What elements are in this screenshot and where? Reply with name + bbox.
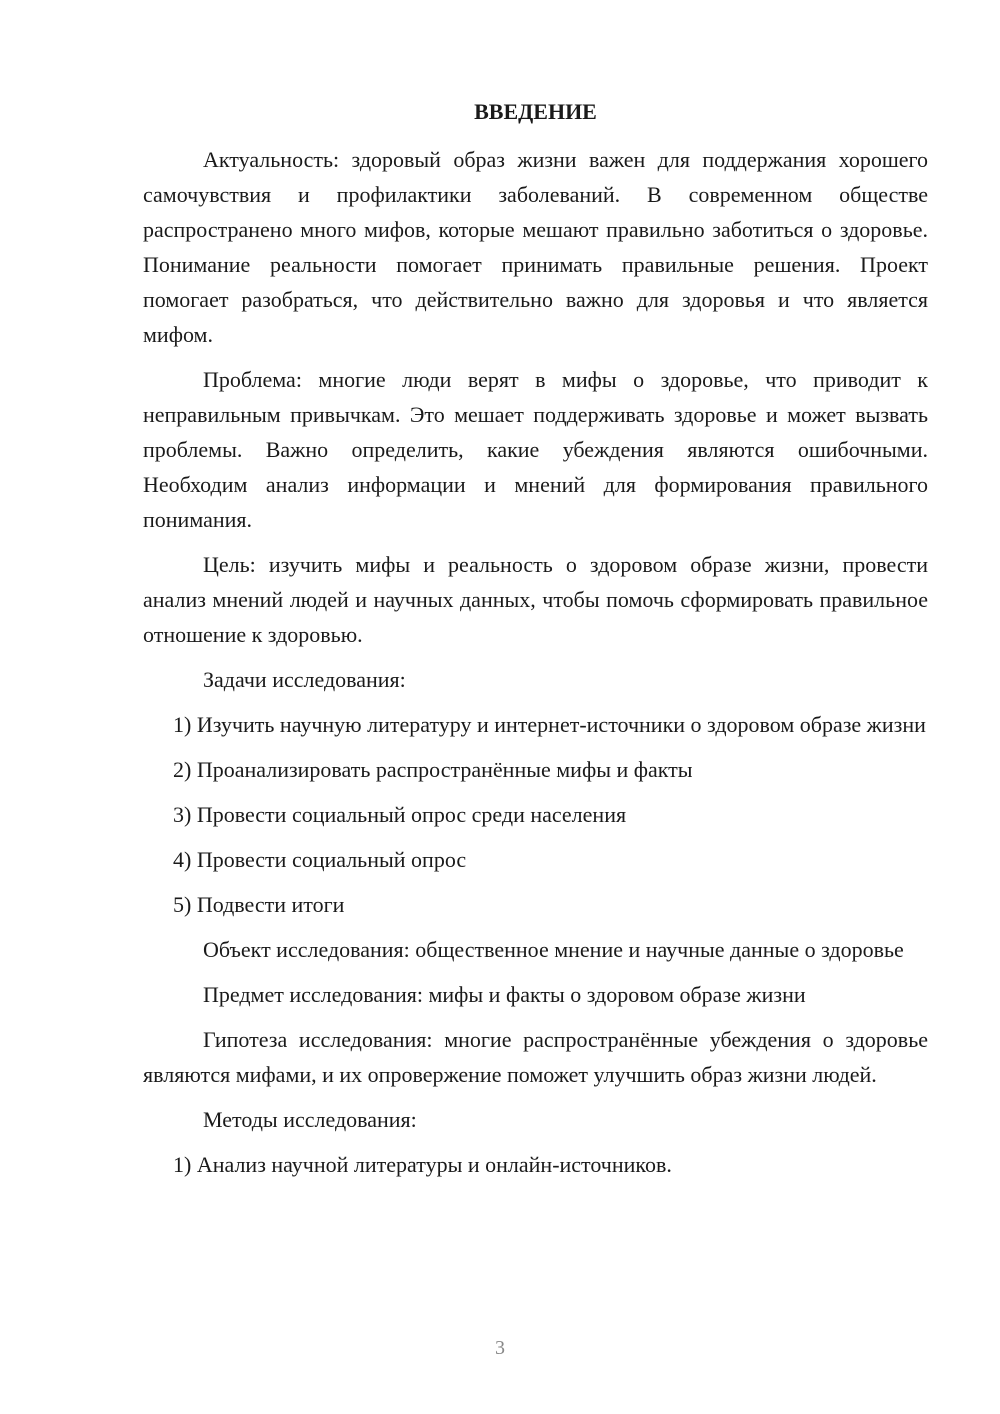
task-item-1: 1) Изучить научную литературу и интернет-источники о здоровом образе жизни [173, 712, 926, 737]
tasks-heading: Задачи исследования: [203, 667, 406, 692]
goal-paragraph: Цель: изучить мифы и реальность о здоровом образе жизни, провести анализ мнений людей и научных данных, чтобы помочь сформировать правильное отношение к здоровью. [143, 552, 928, 647]
method-item-1: 1) Анализ научной литературы и онлайн-источников. [173, 1152, 672, 1177]
problem-paragraph: Проблема: многие люди верят в мифы о здоровье, что приводит к неправильным привычкам. Это мешает поддерживать здоровье и может вызвать проблемы. Важно определить, какие убеждения являются ошибочными. Необходим анализ информации и мнений для формирования правильного понимания. [143, 367, 928, 532]
methods-heading: Методы исследования: [203, 1107, 417, 1132]
object-paragraph: Объект исследования: общественное мнение и научные данные о здоровье [203, 937, 904, 962]
hypothesis-paragraph: Гипотеза исследования: многие распространённые убеждения о здоровье являются мифами, и их опровержение поможет улучшить образ жизни людей. [143, 1027, 928, 1087]
task-item-3: 3) Провести социальный опрос среди населения [173, 802, 627, 827]
task-item-2: 2) Проанализировать распространённые мифы и факты [173, 757, 693, 782]
task-item-4: 4) Провести социальный опрос [173, 847, 467, 872]
section-title: ВВЕДЕНИЕ [474, 99, 597, 124]
document-page [143, 94, 928, 1192]
task-item-5: 5) Подвести итоги [173, 892, 345, 917]
subject-paragraph: Предмет исследования: мифы и факты о здоровом образе жизни [203, 982, 806, 1007]
relevance-paragraph: Актуальность: здоровый образ жизни важен для поддержания хорошего самочувствия и профилактики заболеваний. В современном обществе распространено много мифов, которые мешают правильно заботиться о здоровье. Понимание реальности помогает принимать правильные решения. Проект помогает разобраться, что действительно важно для здоровья и что является мифом. [143, 147, 928, 347]
page-number: 3 [495, 1337, 505, 1359]
